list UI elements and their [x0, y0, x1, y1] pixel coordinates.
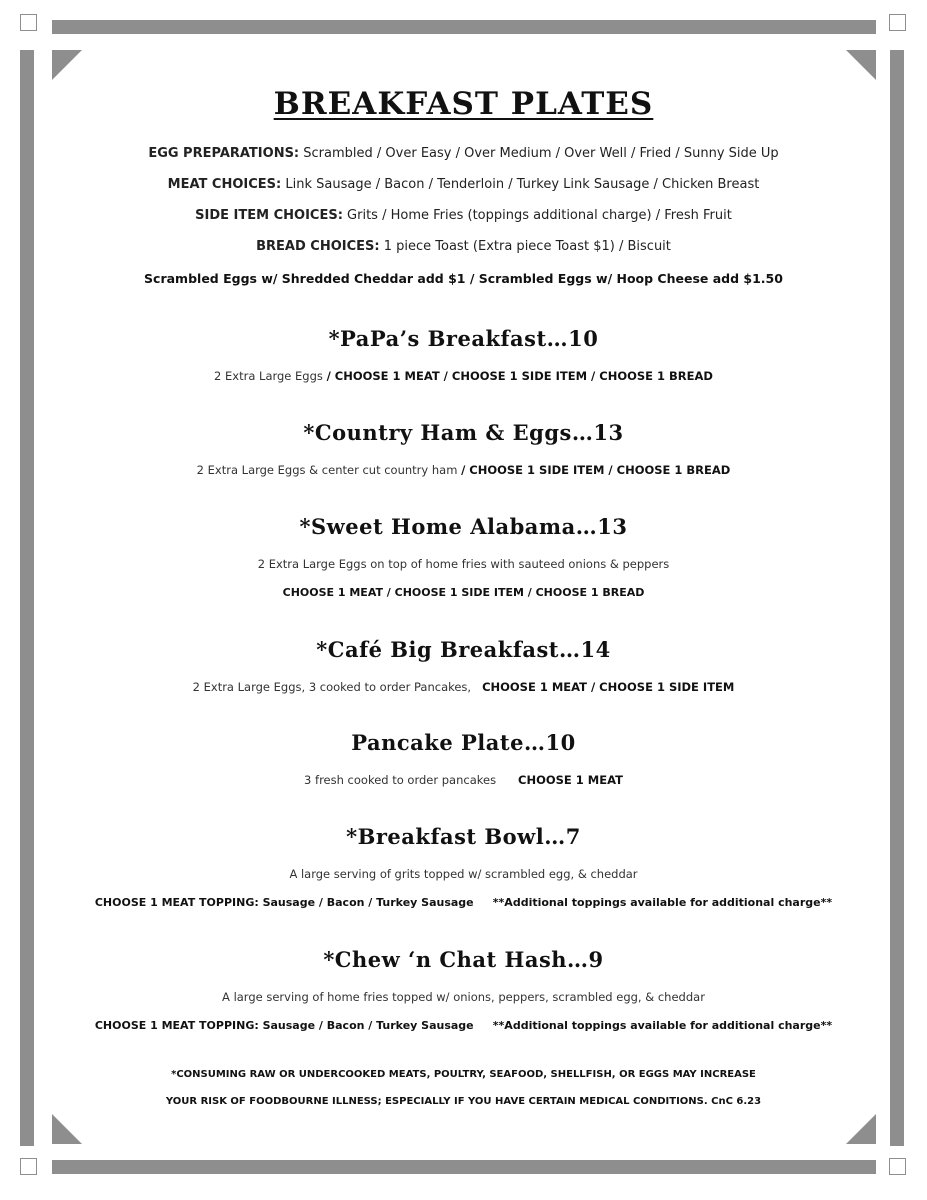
frame-left-bar [20, 50, 34, 1146]
frame-corner-square [889, 1158, 906, 1175]
side-item-choices-line [60, 208, 867, 223]
frame-corner-triangle [846, 1114, 876, 1144]
egg-preparations-options: Scrambled / Over Easy / Over Medium / Over Well / Fried / Sunny Side Up [303, 146, 779, 161]
bread-choices-line [60, 239, 867, 254]
egg-preparations-line [60, 146, 867, 161]
item-desc-text: 2 Extra Large Eggs, 3 cooked to order Pancakes, [192, 680, 472, 694]
bread-choices-options: 1 piece Toast (Extra piece Toast $1) / Biscuit [383, 239, 671, 254]
item-description [60, 369, 867, 383]
item-description [60, 680, 867, 694]
meat-choices-line [60, 177, 867, 192]
meat-choices-options: Link Sausage / Bacon / Tenderloin / Turkey Link Sausage / Chicken Breast [285, 177, 760, 192]
item-choices: CHOOSE 1 MEAT [518, 773, 623, 787]
frame-top-bar [52, 20, 876, 34]
item-choices: / CHOOSE 1 MEAT / CHOOSE 1 SIDE ITEM / CHOOSE 1 BREAD [326, 369, 713, 383]
item-name: *Country Ham & Eggs…13 [303, 420, 624, 445]
item-desc-text: A large serving of grits topped w/ scrambled egg, & cheddar [289, 867, 638, 881]
item-name: *Chew ‘n Chat Hash…9 [323, 947, 604, 972]
frame-corner-square [889, 14, 906, 31]
side-item-choices-label: SIDE ITEM CHOICES: [195, 208, 343, 223]
bread-choices-label: BREAD CHOICES: [256, 239, 380, 254]
item-description [60, 463, 867, 477]
item-extra-note: **Additional toppings available for additional charge** [492, 1019, 833, 1032]
item-topping: CHOOSE 1 MEAT TOPPING: Sausage / Bacon / Turkey Sausage [94, 1019, 474, 1032]
frame-bottom-bar [52, 1160, 876, 1174]
menu-title: BREAKFAST PLATES [273, 86, 654, 122]
item-topping-line [60, 1019, 867, 1032]
item-topping: CHOOSE 1 MEAT TOPPING: Sausage / Bacon / Turkey Sausage [94, 896, 474, 909]
cheese-addons: Scrambled Eggs w/ Shredded Cheddar add $1 / Scrambled Eggs w/ Hoop Cheese add $1.50 [144, 271, 783, 286]
item-desc-text: 2 Extra Large Eggs on top of home fries with sauteed onions & peppers [257, 557, 670, 571]
item-name: *Sweet Home Alabama…13 [299, 514, 628, 539]
item-desc-text: 2 Extra Large Eggs [214, 369, 323, 383]
disclaimer-line: *CONSUMING RAW OR UNDERCOOKED MEATS, POULTRY, SEAFOOD, SHELLFISH, OR EGGS MAY INCREASE [171, 1069, 756, 1080]
meat-choices-label: MEAT CHOICES: [167, 177, 282, 192]
item-choices: CHOOSE 1 MEAT / CHOOSE 1 SIDE ITEM [482, 680, 735, 694]
item-choices: CHOOSE 1 MEAT / CHOOSE 1 SIDE ITEM / CHOOSE 1 BREAD [282, 586, 645, 599]
item-desc-text: 3 fresh cooked to order pancakes [304, 773, 497, 787]
item-desc-text: A large serving of home fries topped w/ onions, peppers, scrambled egg, & cheddar [222, 990, 705, 1004]
item-name: *PaPa’s Breakfast…10 [328, 326, 599, 351]
item-description [60, 773, 867, 787]
frame-corner-triangle [52, 1114, 82, 1144]
frame-corner-square [20, 14, 37, 31]
item-extra-note: **Additional toppings available for additional charge** [492, 896, 833, 909]
item-topping-line [60, 896, 867, 909]
item-name: Pancake Plate…10 [351, 730, 576, 755]
frame-corner-triangle [52, 50, 82, 80]
item-desc-text: 2 Extra Large Eggs & center cut country ham [196, 463, 458, 477]
frame-corner-triangle [846, 50, 876, 80]
frame-corner-square [20, 1158, 37, 1175]
item-choices: / CHOOSE 1 SIDE ITEM / CHOOSE 1 BREAD [461, 463, 731, 477]
egg-preparations-label: EGG PREPARATIONS: [148, 146, 300, 161]
item-name: *Breakfast Bowl…7 [346, 824, 581, 849]
disclaimer-line: YOUR RISK OF FOODBOURNE ILLNESS; ESPECIALLY IF YOU HAVE CERTAIN MEDICAL CONDITIONS. CnC 6.23 [165, 1096, 762, 1107]
side-item-choices-options: Grits / Home Fries (toppings additional charge) / Fresh Fruit [347, 208, 732, 223]
item-name: *Café Big Breakfast…14 [316, 637, 611, 662]
frame-right-bar [890, 50, 904, 1146]
